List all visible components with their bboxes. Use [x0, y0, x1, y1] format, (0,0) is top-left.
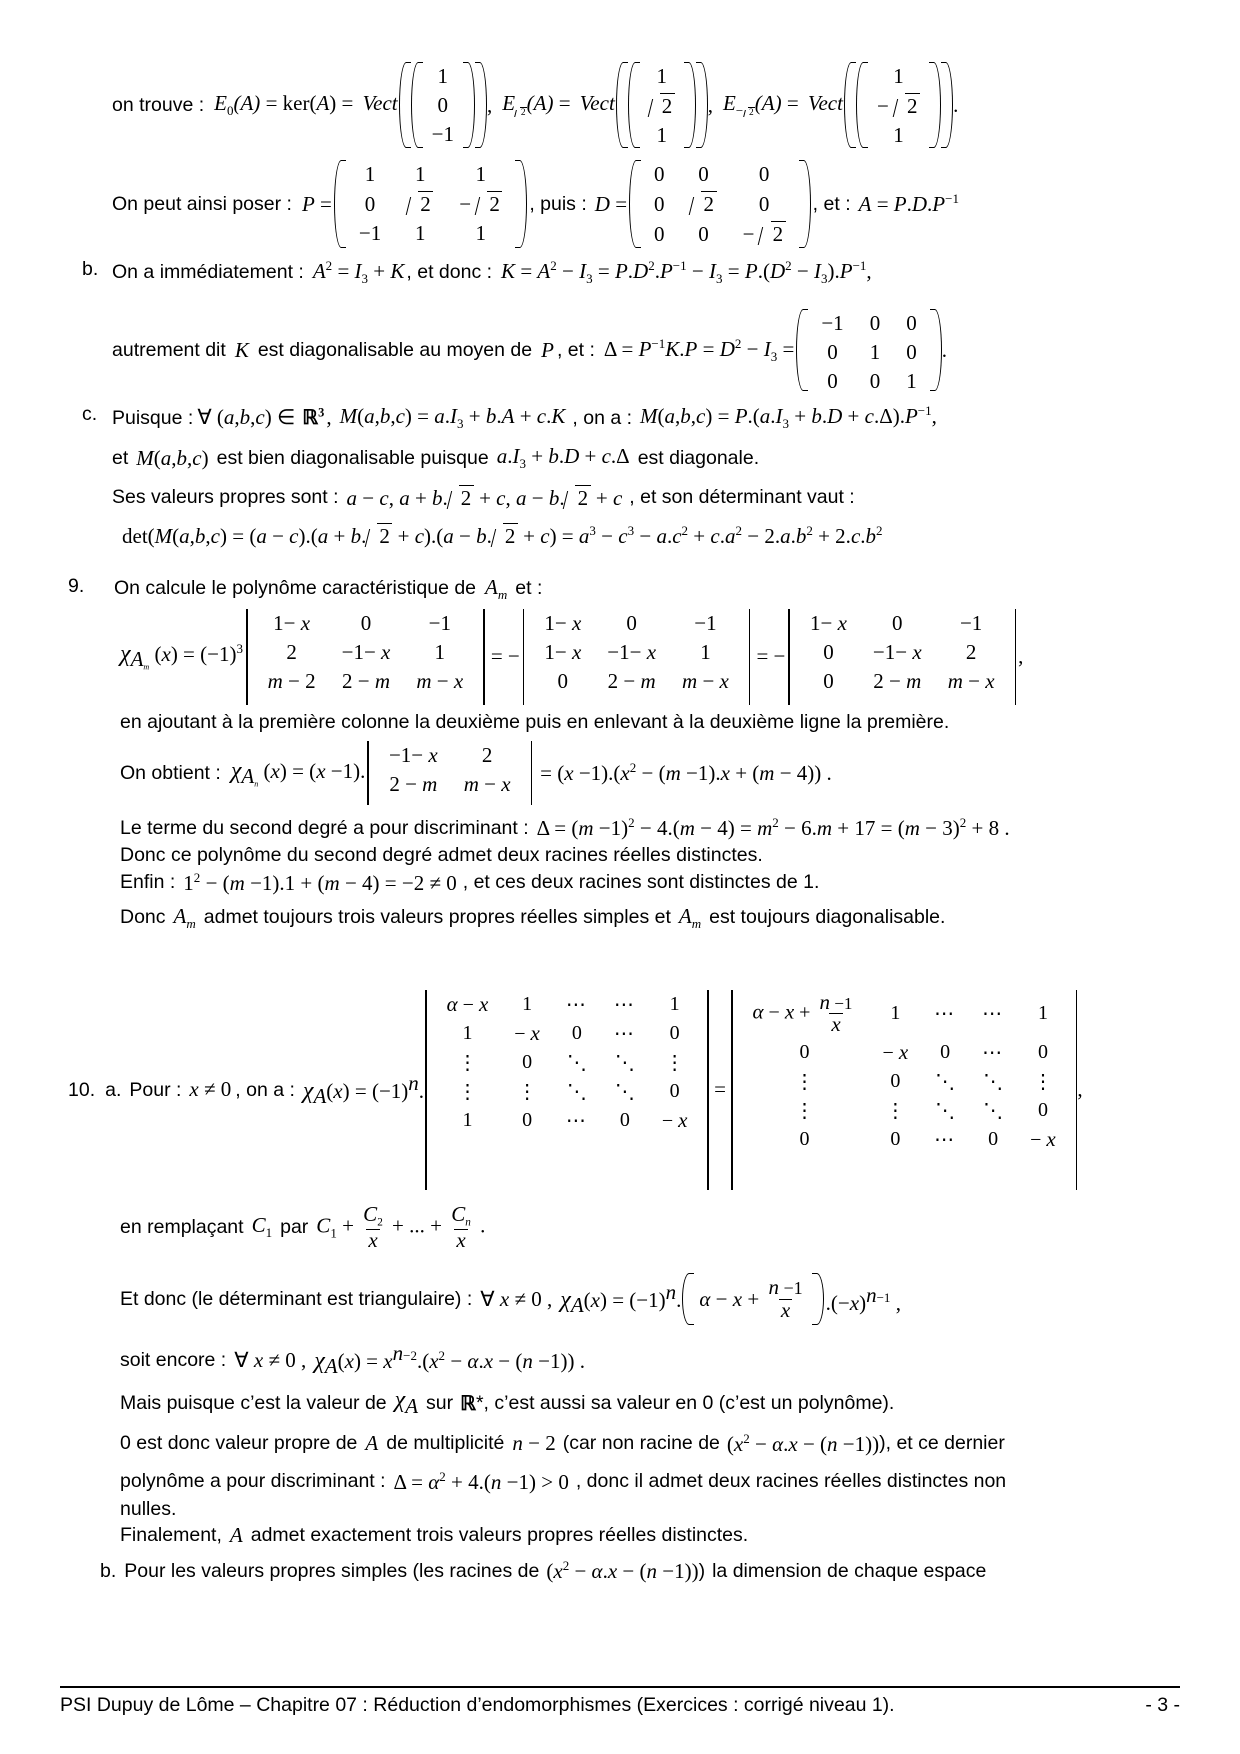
equals-sign: =: [714, 1077, 726, 1102]
item-9: [60, 575, 1180, 603]
vector-e0: 1 0 −1: [399, 62, 487, 148]
footer-title: PSI Dupuy de Lôme – Chapitre 07 : Réduction d’endomorphismes (Exercices : corrigé niveau 1).: [60, 1693, 895, 1716]
matrix-Delta: −1 0 0 0 1 0 0 0 1: [796, 309, 941, 391]
item-10a-ona: , on a :: [235, 1078, 295, 1101]
item-8b: b. On a immédiatement : $A^2 = I_3 + K$ , et donc : $K = A^2 - I_3 = P.D^2.P^{-1} - I_3 = P.(D^2 - I_3).P^{-1}$,: [60, 258, 1180, 287]
determinant-2: 1− x 0 −1 1− x −1− x 1 0 2 − m m − x: [523, 609, 751, 705]
remplacant-pre: en remplaçant: [120, 1216, 244, 1239]
item-10b: b. Pour les valeurs propres simples (les racines de $(x^2 - \alpha.x - (n -1))$ ) la dimension de chaque espace: [100, 1558, 987, 1584]
et-label: , et :: [812, 192, 851, 215]
triangular-factor: α − x + $\frac{n -1}{x}$: [682, 1273, 823, 1325]
item-10a-poly: polynôme a pour discriminant : $\Delta = \alpha^2 + 4.(n -1) > 0$ , donc il admet deux racines réelles distinctes non: [120, 1468, 1007, 1494]
determinant-3: 1− x 0 −1 0 −1− x 2 0 2 − m m − x: [788, 609, 1016, 705]
item-10a-intro: Pour :: [129, 1078, 182, 1101]
poser-label: On peut ainsi poser :: [112, 192, 292, 215]
item-8b-label: b.: [82, 258, 99, 280]
item-10a-soit: soit encore : ∀ x ≠ 0 , $\chi_A(x) = x^{n-2}.(x^2 - \alpha.x - (n -1))$ .: [120, 1341, 585, 1379]
item-9-note-text: en ajoutant à la première colonne la deuxième puis en enlevant à la deuxième ligne la première.: [120, 710, 950, 733]
item-10a-nulles-text: nulles.: [120, 1497, 177, 1520]
item-9-label: 9.: [68, 574, 85, 597]
item-10a: 10. a. Pour : x ≠ 0 , on a : $\chi_A(x) = (-1)^n$. α − x 1 ⋯ ⋯ 1 1 − x 0 ⋯ 0 ⋮ 0 ⋱ ⋱ ⋮ ⋮ ⋮ ⋱ ⋱ 0 1 0 ⋯ 0 − x = α − x + $\frac{n -1}{x}$ 1 ⋯ ⋯ 1 0 − x 0 ⋯ 0 ⋮ 0 ⋱ ⋱ ⋮ ⋮ ⋮ ⋱ ⋱ 0 0 0 ⋯ 0 − x ,: [60, 990, 1180, 1190]
item-9-intro: On calcule le polynôme caractéristique de $A_m$ et :: [114, 574, 543, 602]
puis-label: , puis :: [529, 192, 587, 215]
item-8c-line3: Ses valeurs propres sont : a − c, a + b. 2 + c, a − b. 2 + c , et son déterminant vaut :: [112, 485, 855, 510]
item-9-determinants: $\chi_{A_m}$ $(x) = (-1)^3$ 1− x 0 −1 2 −1− x 1 m − 2 2 − m m − x = − 1− x 0 −1 1− x −1− x 1 0 2 − m m − x = − 1− x 0 −1 0 −1− x 2 0 2 − m m − x ,: [60, 609, 1180, 705]
determinant-trailing-comma: ,: [1018, 644, 1024, 669]
item-10-label: 10.: [68, 1078, 96, 1101]
page-footer: [60, 1686, 1180, 1716]
footer-page-number: - 3 -: [1145, 1693, 1180, 1716]
item-10a-label: a.: [105, 1078, 122, 1101]
item-10a-nulles: [60, 1498, 1180, 1520]
item-9-racines: [60, 844, 1180, 866]
item-8c: [60, 403, 1180, 510]
item-8b-text1: On a immédiatement :: [112, 261, 304, 284]
item-9-note: [60, 711, 1180, 733]
big-determinant-right: α − x + $\frac{n -1}{x}$ 1 ⋯ ⋯ 1 0 − x 0 ⋯ 0 ⋮ 0 ⋱ ⋱ ⋮ ⋮ ⋮ ⋱ ⋱ 0 0 0 ⋯ 0 − x: [731, 990, 1077, 1190]
item-9-discriminant: Le terme du second degré a pour discriminant : $\Delta = (m -1)^2 - 4.(m - 4) = m^2 - 6.m + 17 = (m - 3)^2 + 8$ .: [120, 815, 1010, 841]
item-8b-line2: autrement dit K est diagonalisable au moyen de P , et : $\Delta = P^{-1}K.P = D^2 - I_3$ = −1 0 0 0 1 0 0 0 1 .: [112, 311, 947, 394]
item-8c-label: c.: [82, 403, 98, 426]
determinant-4: −1− x 2 2 − m m − x: [367, 741, 532, 805]
item-9-racines-text: Donc ce polynôme du second degré admet deux racines réelles distinctes.: [120, 844, 763, 867]
footer-rule: [60, 1686, 1180, 1688]
diagonalisable-text: est diagonalisable au moyen de: [257, 338, 533, 361]
item-10a-zero: 0 est donc valeur propre de A de multiplicité n − 2 (car non racine de $(x^2 - \alpha.x - (n -1))$ ) , et ce dernier: [120, 1430, 1005, 1456]
item-9-obtient: On obtient : $\chi_{A_n}$ (x) = (x −1). −1− x 2 2 − m m − x = $(x -1).(x^2 - (m -1).x + (m - 4))$ .: [60, 741, 1180, 805]
item-9-intro-end: et :: [515, 577, 543, 600]
item-10a-final: Finalement, A admet exactement trois valeurs propres réelles distinctes.: [120, 1523, 749, 1548]
item-8c-line1: Puisque : ∀ (a,b,c) ∈ ℝ$^3$ , $M(a,b,c) = a.I_3 + b.A + c.K$ , on a : $M(a,b,c) = P.(a.I_3 + b.D + c.\Delta).P^{-1}$,: [112, 403, 937, 432]
item-8c-line2: et M(a,b,c) est bien diagonalisable puisque $a.I_3 + b.D + c.\Delta$ est diagonale.: [112, 444, 760, 472]
on-obtient-label: On obtient :: [120, 761, 221, 784]
chi-Am-label: $\chi_{A_m}$ $(x) = (-1)^3$: [120, 641, 243, 672]
big-determinant-left: α − x 1 ⋯ ⋯ 1 1 − x 0 ⋯ 0 ⋮ 0 ⋱ ⋱ ⋮ ⋮ ⋮ ⋱ ⋱ 0 1 0 ⋯ 0 − x: [425, 990, 709, 1190]
item-10a-mais: Mais puisque c’est la valeur de $\chi_A$ sur ℝ *, c’est aussi sa valeur en 0 (c’est un polynôme).: [120, 1387, 895, 1418]
matrix-D: 0 0 0 0 2 0 0 0 − 2: [629, 160, 811, 248]
poser-line: On peut ainsi poser : P = 1 1 1 0 2 − 2 −1 1 1 , puis : D = 0 0 0 0 2 0 0 0 − 2 , et : $A = P.D.P^{-1}$: [112, 162, 959, 246]
matrix-P: 1 1 1 0 2 − 2 −1 1 1: [334, 160, 527, 248]
et-label-2: , et :: [556, 338, 595, 361]
item-8c-det-line: det(M(a,b,c) = (a − c).(a + b. 2 + c).(a − b. $2 + c) = a^3 - c^3 - a.c^2 + c.a^2 - 2.a.b^2 + 2.c.b^2$: [122, 522, 883, 548]
on-trouve-label: on trouve :: [112, 93, 205, 116]
vector-e-minus-sqrt2: 1 − 2 1: [844, 62, 953, 148]
determinant-1: 1− x 0 −1 2 −1− x 1 m − 2 2 − m m − x: [246, 609, 485, 705]
P-symbol: P: [541, 337, 554, 362]
vector-e-sqrt2: 1 2 1: [616, 62, 708, 148]
item-8b-text2: , et donc :: [406, 261, 493, 284]
item-9-intro-text: On calcule le polynôme caractéristique de: [114, 577, 477, 600]
remplacant-mid: par: [280, 1216, 309, 1239]
item-10b-label: b.: [100, 1559, 117, 1582]
big-det-trailing-comma: ,: [1077, 1077, 1083, 1102]
item-10a-etdonc: Et donc (le déterminant est triangulaire) : ∀ x ≠ 0 , $\chi_A(x) = (-1)^n$. α − x + $\frac{n -1}{x}$ $.(-x)^{n-1}$ ,: [60, 1273, 1180, 1325]
K-symbol: K: [234, 337, 249, 362]
item-9-enfin: Enfin : $1^2 - (m -1).1 + (m - 4) = -2 \ne 0$ , et ces deux racines sont distinctes de 1.: [120, 869, 820, 895]
item-10a-remplacant: en remplaçant $C_1$ par $C_1$ + $\frac{C_2}{x}$ + ... + $\frac{C_n}{x}$ .: [120, 1201, 486, 1252]
eigenspaces-line: on trouve : $E_0(A) = ker(A)$ = Vect 1 0 −1 , E $_2$(A) = Vect 1 2 1 , $E_{- 2}(A)$ = Vect 1 − 2 1 .: [112, 64, 959, 147]
autrement-dit-label: autrement dit: [112, 338, 226, 361]
item-9-donc: Donc $A_m$ admet toujours trois valeurs propres réelles simples et $A_m$ est toujours diagonalisable.: [120, 903, 946, 931]
